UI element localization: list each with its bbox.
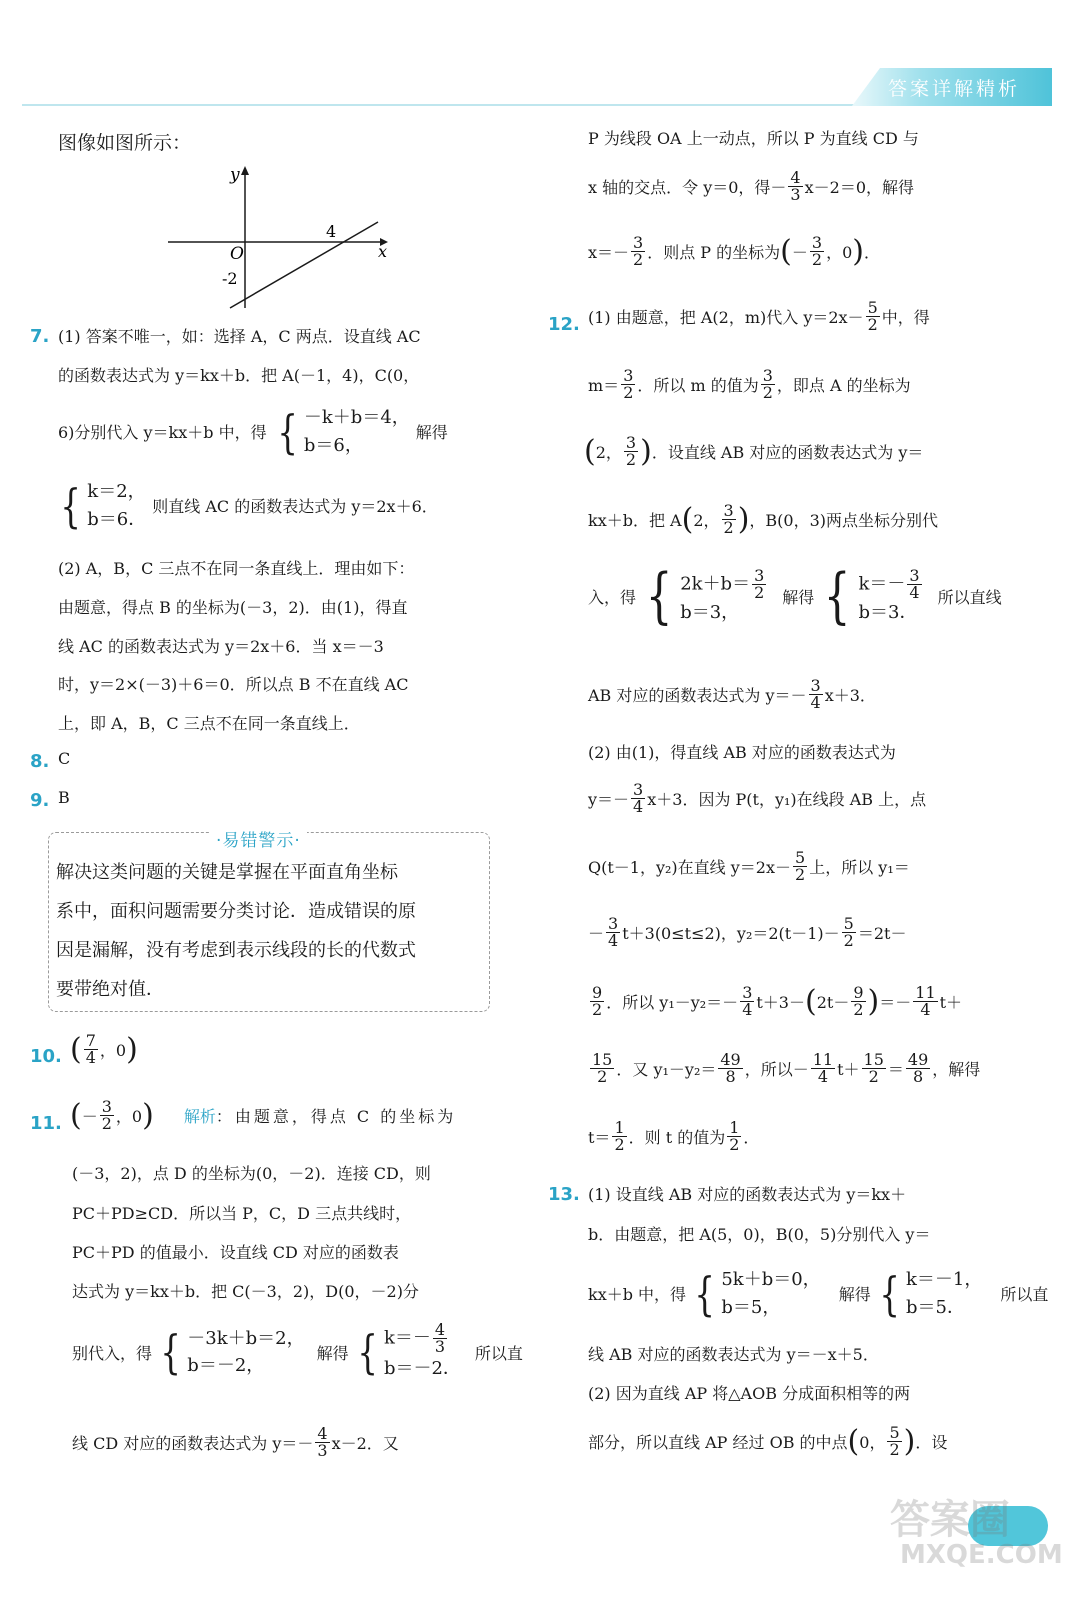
q13-system2: { k＝－1， b＝5． bbox=[879, 1266, 983, 1321]
warning-line2: 系中，面积问题需要分类讨论．造成错误的原 bbox=[56, 901, 416, 922]
q7-line3-text: 6)分别代入 y＝kx＋b 中，得 bbox=[58, 423, 267, 443]
q12-line2: m＝ $\frac{3}{2}$ ．所以 m 的值为 $\frac{3}{2}$ ，即点 A 的坐标为 bbox=[588, 366, 911, 402]
q11-system1: { －3k＋b＝2， b＝－2， bbox=[160, 1325, 305, 1380]
q12-system2: { k＝－ $\frac{3}{4}$ b＝3． bbox=[824, 561, 920, 631]
q7-line7: 线 AC 的函数表达式为 y＝2x＋6．当 x＝－3 bbox=[58, 637, 384, 656]
warning-title: ·易错警示· bbox=[210, 826, 307, 851]
q11-number: 11. bbox=[30, 1113, 62, 1134]
q11-line1: ( － $\frac{3}{2}$ ，0 ) 解析 ：由题意，得点 C 的坐标为 bbox=[70, 1097, 457, 1133]
q7-solve-label: 解得 bbox=[415, 423, 448, 443]
q11-line2: (－3，2)，点 D 的坐标为(0，－2)．连接 CD，则 bbox=[72, 1164, 431, 1183]
function-line bbox=[230, 222, 378, 308]
q7-system2-eq2: b＝6． bbox=[87, 508, 147, 530]
q7-line8: 时，y＝2×(－3)＋6＝0．所以点 B 不在直线 AC bbox=[58, 675, 409, 694]
q11-line5: 达式为 y＝kx＋b．把 C(－3，2)，D(0，－2)分 bbox=[72, 1282, 419, 1301]
q13-line6: 部分，所以直线 AP 经过 OB 的中点 ( 0， $\frac{5}{2}$ ) ．设 bbox=[588, 1423, 948, 1459]
y-axis-arrow bbox=[241, 166, 249, 175]
q12-line12: $\frac{15}{2}$ ．又 y₁－y₂＝ $\frac{49}{8}$ ，所以－ $\frac{11}{4}$ t＋ $\frac{15}{2}$ ＝ $\frac{49}{8}$ ，解得 bbox=[592, 1050, 981, 1086]
warning-line1: 解决这类问题的关键是掌握在平面直角坐标 bbox=[56, 862, 398, 883]
q12-line8: y＝－ $\frac{3}{4}$ x＋3．因为 P(t，y₁)在线段 AB 上，点 bbox=[588, 780, 927, 816]
q12-system1: { 2k＋b＝ $\frac{3}{2}$ b＝3， bbox=[645, 561, 765, 631]
q8-answer: C bbox=[58, 749, 71, 768]
q10-number: 10. bbox=[30, 1046, 62, 1067]
q7-system2: { k＝2， b＝6． bbox=[60, 478, 147, 533]
q8-number: 8. bbox=[30, 751, 50, 772]
q11-line7: 线 CD 对应的函数表达式为 y＝－ $\frac{4}{3}$ x－2．又 bbox=[72, 1424, 399, 1460]
q12-line13: t＝ $\frac{1}{2}$ ．则 t 的值为 $\frac{1}{2}$ ． bbox=[588, 1118, 760, 1154]
warning-line4: 要带绝对值． bbox=[56, 979, 164, 1000]
q12-line9: Q(t－1，y₂)在直线 y＝2x－ $\frac{5}{2}$ 上，所以 y₁＝ bbox=[588, 848, 910, 884]
q7-line1: (1) 答案不唯一，如：选择 A，C 两点．设直线 AC bbox=[58, 327, 421, 346]
function-graph bbox=[160, 160, 400, 310]
q12-line1: (1) 由题意，把 A(2，m)代入 y＝2x－ $\frac{5}{2}$ 中，得 bbox=[588, 298, 930, 334]
right-line2: x 轴的交点．令 y＝0，得－ $\frac{4}{3}$ x－2＝0，解得 bbox=[588, 168, 914, 204]
q11-analysis-label: 解析 bbox=[183, 1107, 216, 1126]
q12-line3: ( 2， $\frac{3}{2}$ ) ．设直线 AB 对应的函数表达式为 y＝ bbox=[584, 433, 924, 469]
q13-line5: (2) 因为直线 AP 将△AOB 分成面积相等的两 bbox=[588, 1384, 911, 1403]
watermark-logo: 答案圈 bbox=[890, 1497, 1010, 1543]
q12-line11: $\frac{9}{2}$ ．所以 y₁－y₂＝－ $\frac{3}{4}$ t＋3－ ( 2t－ $\frac{9}{2}$ ) ＝－ $\frac{11}{4}$ t＋ bbox=[592, 983, 963, 1019]
q11-line3: PC＋PD≥CD．所以当 P，C，D 三点共线时， bbox=[72, 1204, 412, 1223]
q7-system1-eq1: －k＋b＝4， bbox=[303, 407, 410, 428]
q7-line6: 由题意，得点 B 的坐标为(－3，2)．由(1)，得直 bbox=[58, 598, 408, 617]
q10-fraction: $\frac{7}{4}$ bbox=[85, 1031, 96, 1067]
q11-system2: { k＝－ $\frac{4}{3}$ b＝－2． bbox=[357, 1320, 461, 1380]
q9-number: 9. bbox=[30, 790, 50, 811]
right-line1: P 为线段 OA 上一动点，所以 P 为直线 CD 与 bbox=[588, 129, 919, 148]
q7-line3 bbox=[58, 404, 448, 460]
right-line3: x＝－ $\frac{3}{2}$ ．则点 P 的坐标为 ( － $\frac{3}{2}$ ，0 ) ． bbox=[588, 233, 881, 269]
q12-number: 12. bbox=[548, 314, 580, 335]
q10-answer: ( $\frac{7}{4}$ ，0 ) bbox=[70, 1031, 138, 1067]
y-intercept-label: -2 bbox=[222, 269, 238, 288]
x-axis-label: x bbox=[378, 242, 388, 261]
x-intercept-label: 4 bbox=[326, 222, 337, 241]
q13-number: 13. bbox=[548, 1184, 580, 1205]
q9-answer: B bbox=[58, 788, 70, 807]
q12-line5: 入，得 { 2k＋b＝ $\frac{3}{2}$ b＝3， 解得 { k＝－ $\frac{3}{4}$ b＝3． 所以直线 bbox=[588, 561, 1002, 631]
q12-line6: AB 对应的函数表达式为 y＝－ $\frac{3}{4}$ x＋3． bbox=[588, 676, 876, 712]
q11-line4: PC＋PD 的值最小．设直线 CD 对应的函数表 bbox=[72, 1243, 399, 1262]
q12-line10: － $\frac{3}{4}$ t＋3(0≤t≤2)，y₂＝2(t－1)－ $\frac{5}{2}$ ＝2t－ bbox=[588, 914, 907, 950]
q11-fraction: $\frac{3}{2}$ bbox=[101, 1097, 112, 1133]
q13-system1: { 5k＋b＝0， b＝5， bbox=[694, 1266, 821, 1321]
graph-intro: 图像如图所示： bbox=[58, 132, 192, 154]
q7-system1: { －k＋b＝4， b＝6， bbox=[277, 404, 410, 459]
y-axis-label: y bbox=[230, 165, 240, 185]
q13-line2: b．由题意，把 A(5，0)，B(0，5)分别代入 y＝ bbox=[588, 1225, 931, 1244]
origin-label: O bbox=[230, 244, 244, 264]
q13-line4: 线 AB 对应的函数表达式为 y＝－x＋5． bbox=[588, 1345, 879, 1364]
q7-line4-text: 则直线 AC 的函数表达式为 y＝2x＋6． bbox=[152, 497, 438, 517]
q12-line7: (2) 由(1)，得直线 AB 对应的函数表达式为 bbox=[588, 743, 896, 762]
watermark-url: MXQE.COM bbox=[900, 1540, 1063, 1570]
q13-line3: kx＋b 中，得 { 5k＋b＝0， b＝5， 解得 { k＝－1， b＝5． 所以直 bbox=[588, 1266, 1049, 1321]
q11-line6: 别代入，得 { －3k＋b＝2， b＝－2， 解得 { k＝－ $\frac{4}{3}$ b＝－2． 所以直 bbox=[72, 1322, 523, 1383]
q7-system2-eq1: k＝2， bbox=[87, 481, 146, 502]
q12-line4: kx＋b．把 A ( 2， $\frac{3}{2}$ ) ，B(0，3)两点坐标分别代 bbox=[588, 501, 939, 537]
q7-line4 bbox=[56, 478, 438, 534]
q7-line2: 的函数表达式为 y＝kx＋b．把 A(－1，4)，C(0， bbox=[58, 366, 420, 385]
q13-line1: (1) 设直线 AB 对应的函数表达式为 y＝kx＋ bbox=[588, 1185, 907, 1204]
header-title: 答案详解精析 bbox=[888, 78, 1021, 100]
q7-number: 7. bbox=[30, 326, 50, 347]
q7-system1-eq2: b＝6， bbox=[303, 434, 363, 456]
q7-line9: 上，即 A，B，C 三点不在同一条直线上． bbox=[58, 714, 360, 733]
q7-line5: (2) A，B，C 三点不在同一条直线上．理由如下： bbox=[58, 559, 415, 578]
warning-line3: 因是漏解，没有考虑到表示线段的长的代数式 bbox=[56, 940, 416, 961]
